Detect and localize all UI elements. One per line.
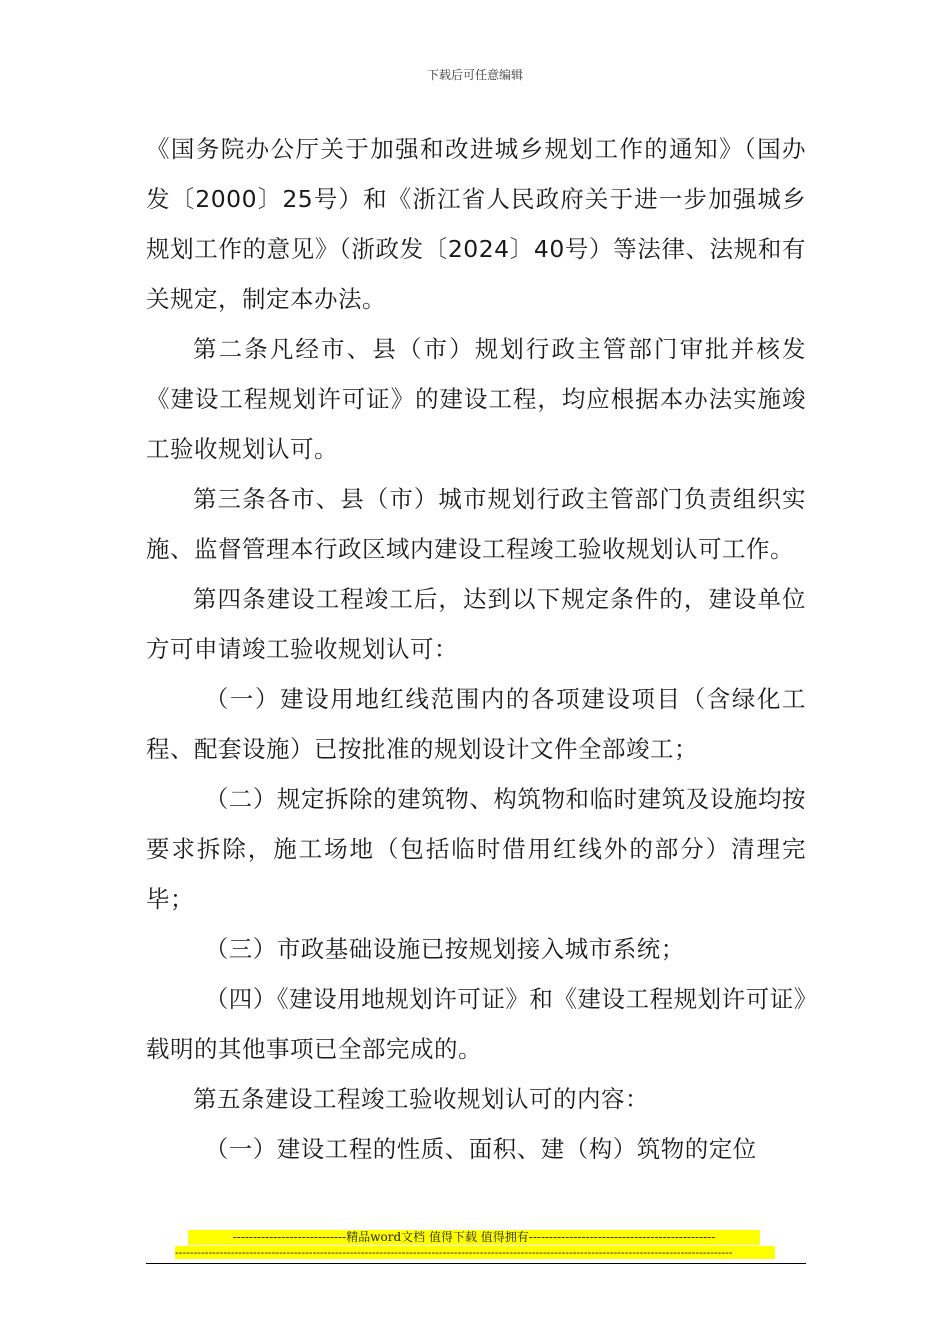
footer-rule	[146, 1263, 806, 1264]
footer-banner-line: ----------------------------精品word文档 值得下载 值得拥有----------------------------------------------	[188, 1230, 760, 1245]
paragraph-article-5: 第五条建设工程竣工验收规划认可的内容：	[193, 1085, 649, 1113]
paragraph-article-2: 第二条凡经市、县（市）规划行政主管部门审批并核发《建设工程规划许可证》的建设工程，均应根据本办法实施竣工验收规划认可。	[146, 335, 806, 463]
list-item-4-1: （一）建设用地红线范围内的各项建设项目（含绿化工程、配套设施）已按批准的规划设计文件全部竣工；	[146, 685, 806, 763]
list-item-4-2: （二）规定拆除的建筑物、构筑物和临时建筑及设施均按要求拆除，施工场地（包括临时借用红线外的部分）清理完毕；	[146, 785, 806, 913]
list-item-4-3: （三）市政基础设施已按规划接入城市系统；	[204, 935, 685, 963]
list-item-5-1: （一）建设工程的性质、面积、建（构）筑物的定位	[204, 1135, 757, 1163]
paragraph-article-4: 第四条建设工程竣工后，达到以下规定条件的，建设单位方可申请竣工验收规划认可：	[146, 585, 806, 663]
document-body	[146, 124, 806, 1174]
paragraph-intro-continuation: 《国务院办公厅关于加强和改进城乡规划工作的通知》（国办发〔2000〕25号）和《浙江省人民政府关于进一步加强城乡规划工作的意见》（浙政发〔2024〕40号）等法律、法规和有关规定，制定本办法。	[146, 135, 806, 313]
footer-dash-line: ------------------------------------------------------------------------------------------------------------------------------------------------------	[175, 1246, 775, 1259]
page-header-note: 下载后可任意编辑	[426, 68, 523, 82]
list-item-4-4: （四）《建设用地规划许可证》和《建设工程规划许可证》载明的其他事项已全部完成的。	[146, 985, 806, 1063]
paragraph-article-3: 第三条各市、县（市）城市规划行政主管部门负责组织实施、监督管理本行政区域内建设工程竣工验收规划认可工作。	[146, 485, 806, 563]
